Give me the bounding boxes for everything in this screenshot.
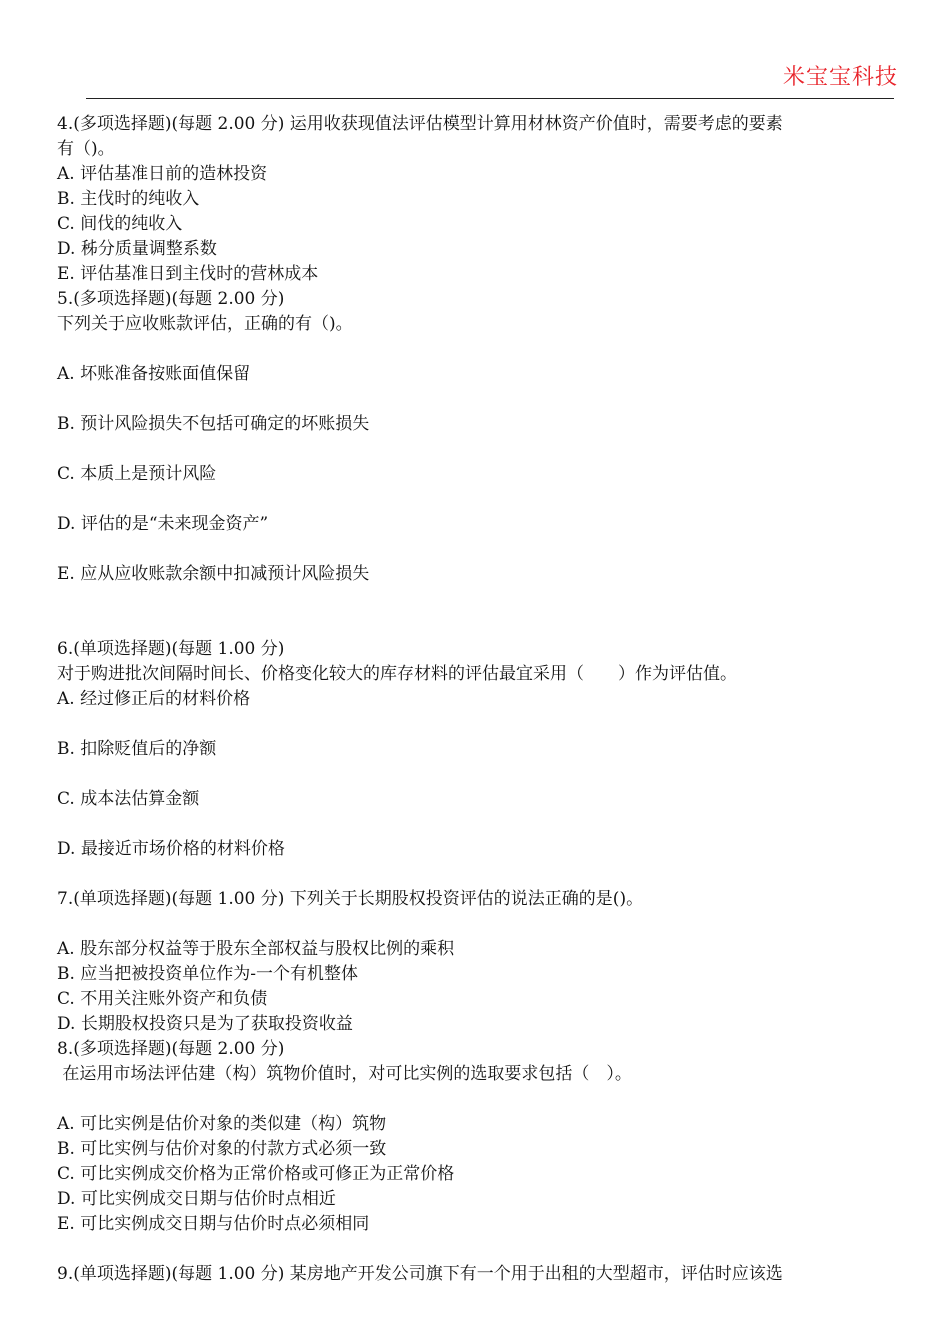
question-7	[57, 887, 897, 1037]
question-4	[57, 112, 897, 287]
question-6-option-c[interactable]: C. 成本法估算金额	[57, 789, 200, 809]
question-5-option-b[interactable]: B. 预计风险损失不包括可确定的坏账损失	[57, 414, 370, 434]
brand-logo-text: 米宝宝科技	[782, 65, 898, 90]
question-7-option-b[interactable]: B. 应当把被投资单位作为-一个有机整体	[57, 964, 359, 984]
question-4-option-d[interactable]: D. 秭分质量调整系数	[57, 239, 217, 259]
question-6-option-a[interactable]: A. 经过修正后的材料价格	[57, 689, 251, 709]
question-7-option-a[interactable]: A. 股东部分权益等于股东全部权益与股权比例的乘积	[57, 939, 455, 959]
question-8-stem: 在运用市场法评估建（构）筑物价值时，对可比实例的选取要求包括（ ）。	[57, 1064, 632, 1084]
header-divider	[86, 98, 894, 99]
question-6	[57, 637, 897, 887]
question-6-option-d[interactable]: D. 最接近市场价格的材料价格	[57, 839, 285, 859]
question-8-option-d[interactable]: D. 可比实例成交日期与估价时点相近	[57, 1189, 336, 1209]
question-4-stem: 4.(多项选择题)(每题 2.00 分) 运用收获现值法评估模型计算用材林资产价值时，需要考虑的要素	[57, 114, 783, 134]
question-5-option-e[interactable]: E. 应从应收账款余额中扣减预计风险损失	[57, 564, 370, 584]
question-5-option-d[interactable]: D. 评估的是“未来现金资产”	[57, 514, 269, 534]
question-8-option-c[interactable]: C. 可比实例成交价格为正常价格或可修正为正常价格	[57, 1164, 455, 1184]
question-5-option-a[interactable]: A. 坏账准备按账面值保留	[57, 364, 251, 384]
question-5-stem: 下列关于应收账款评估，正确的有（)。	[57, 314, 353, 334]
question-7-stem: 7.(单项选择题)(每题 1.00 分) 下列关于长期股权投资评估的说法正确的是()。	[57, 889, 644, 909]
question-4-stem-cont: 有（)。	[57, 139, 115, 159]
question-4-option-e[interactable]: E. 评估基准日到主伐时的营林成本	[57, 264, 319, 284]
question-8-header: 8.(多项选择题)(每题 2.00 分)	[57, 1039, 285, 1059]
question-5-header: 5.(多项选择题)(每题 2.00 分)	[57, 289, 285, 309]
question-8-option-b[interactable]: B. 可比实例与估价对象的付款方式必须一致	[57, 1139, 387, 1159]
question-4-option-c[interactable]: C. 间伐的纯收入	[57, 214, 183, 234]
question-8-option-a[interactable]: A. 可比实例是估价对象的类似建（构）筑物	[57, 1114, 387, 1134]
question-6-header: 6.(单项选择题)(每题 1.00 分)	[57, 639, 285, 659]
question-6-stem: 对于购进批次间隔时间长、价格变化较大的库存材料的评估最宜采用（ ）作为评估值。	[57, 664, 737, 684]
question-8	[57, 1037, 897, 1262]
question-5	[57, 287, 897, 637]
question-4-option-a[interactable]: A. 评估基准日前的造林投资	[57, 164, 268, 184]
question-list	[57, 112, 897, 1287]
question-7-option-d[interactable]: D. 长期股权投资只是为了获取投资收益	[57, 1014, 353, 1034]
question-5-option-c[interactable]: C. 本质上是预计风险	[57, 464, 217, 484]
question-9-stem: 9.(单项选择题)(每题 1.00 分) 某房地产开发公司旗下有一个用于出租的大型超市，评估时应该选	[57, 1264, 783, 1284]
question-8-option-e[interactable]: E. 可比实例成交日期与估价时点必须相同	[57, 1214, 370, 1234]
question-6-option-b[interactable]: B. 扣除贬值后的净额	[57, 739, 217, 759]
question-9	[57, 1262, 897, 1287]
question-4-option-b[interactable]: B. 主伐时的纯收入	[57, 189, 200, 209]
question-7-option-c[interactable]: C. 不用关注账外资产和负债	[57, 989, 268, 1009]
